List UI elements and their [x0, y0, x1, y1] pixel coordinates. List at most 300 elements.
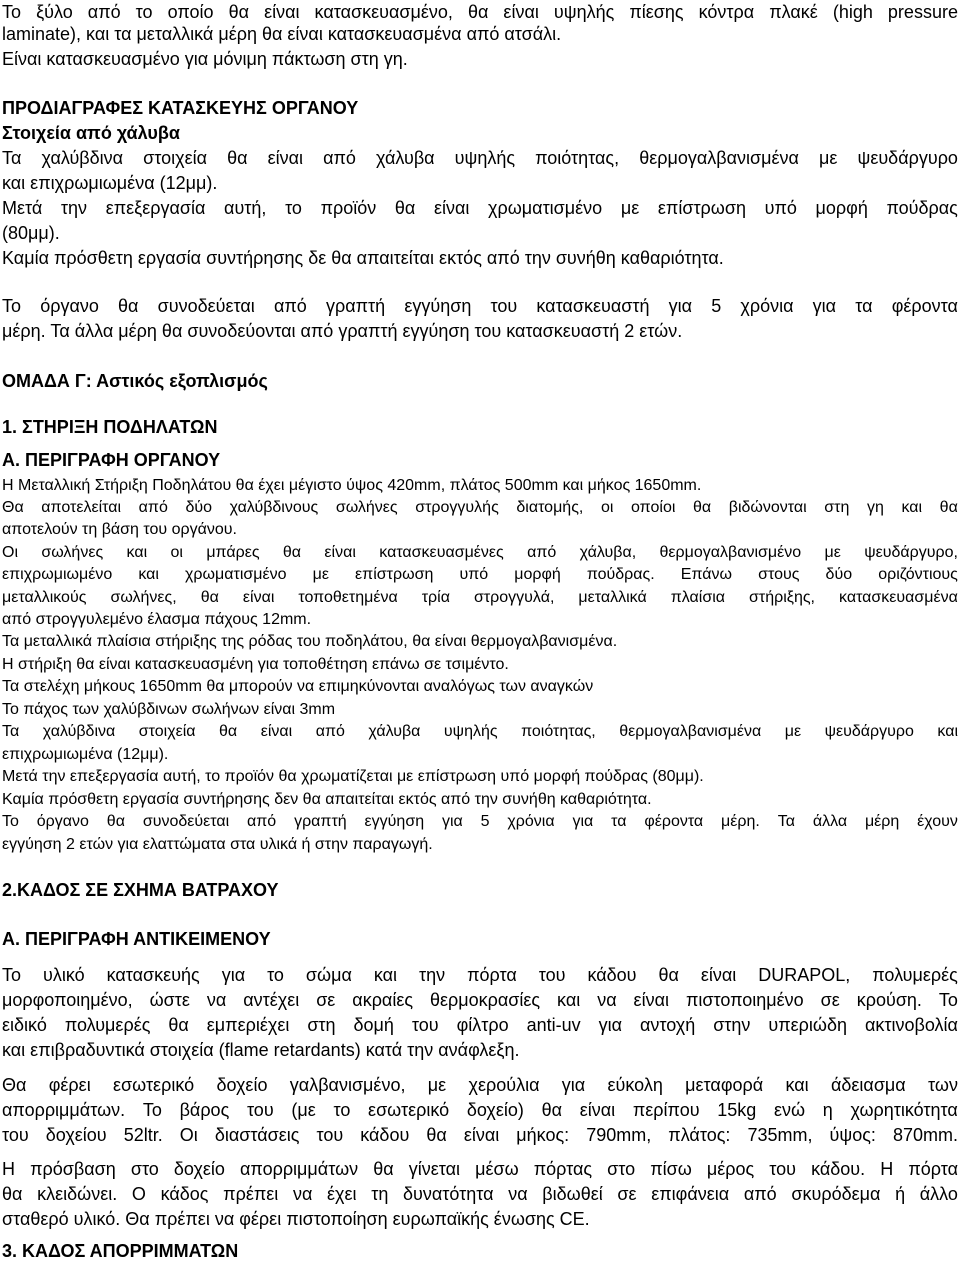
- paragraph-line: [2, 3, 958, 21]
- word: ψευδάργυρο: [824, 723, 914, 740]
- word: άλλα: [812, 813, 848, 830]
- word: φέρει: [48, 1075, 91, 1095]
- word: κλειδώνει.: [37, 1184, 118, 1204]
- paragraph-line: [2, 545, 958, 561]
- word: οριζόντιους: [878, 566, 958, 583]
- word: χρόνια: [507, 813, 555, 830]
- specs-heading: ΠΡΟΔΙΑΓΡΑΦΕΣ ΚΑΤΑΣΚΕΥΗΣ ΟΡΓΑΝΟΥ: [2, 98, 359, 118]
- word: χάλυβα,: [579, 544, 637, 561]
- word: είναι: [700, 965, 737, 985]
- word: και: [557, 990, 581, 1010]
- word: οι: [170, 544, 183, 561]
- word: επεξεργασία: [105, 198, 206, 218]
- word: γραπτή: [294, 813, 347, 830]
- word: γαλβανισμένο,: [289, 1075, 406, 1095]
- word: από: [743, 1184, 777, 1204]
- word: για: [561, 1075, 586, 1095]
- word: θα: [118, 296, 139, 316]
- word: στην: [713, 1015, 751, 1035]
- word: θα: [2, 1184, 23, 1204]
- paragraph-line: [2, 1101, 958, 1119]
- word: ακτινοβολία: [864, 1015, 958, 1035]
- word: μορφή: [514, 566, 561, 583]
- word: αυτή,: [224, 198, 267, 218]
- word: Τα: [2, 723, 20, 740]
- word: είναι: [267, 148, 304, 168]
- word: η: [822, 1100, 833, 1120]
- paragraph-line: Μετά την επεξεργασία αυτή, το προϊόν θα χρωματίζεται με επίστρωση υπό μορφή πούδρας (80μμ).: [2, 768, 704, 785]
- word: πολυμερές: [872, 965, 958, 985]
- word: μέρη.: [721, 813, 760, 830]
- word: από: [315, 723, 345, 740]
- word: είναι: [433, 198, 470, 218]
- word: αντοχή: [639, 1015, 696, 1035]
- word: θερμογαλβανισμένα: [639, 148, 799, 168]
- word: μεταφορά: [685, 1075, 764, 1095]
- word: θερμογαλβανισμένα: [619, 723, 762, 740]
- word: δοχείου: [45, 1125, 107, 1145]
- word: σε: [617, 1184, 637, 1204]
- word: όργανο: [36, 813, 89, 830]
- word: συνοδεύεται: [157, 296, 255, 316]
- paragraph-line: laminate), και τα μεταλλικά μέρη θα είναι κατασκευασμένα από ατσάλι.: [2, 24, 562, 44]
- paragraph-line: επιχρωμιωμένα (12μμ).: [2, 746, 169, 763]
- word: γίνεται: [408, 1159, 460, 1179]
- paragraph-line: Τα μεταλλικά πλαίσια στήριξης της ρόδας του ποδηλάτου, θα είναι θερμογαλβανισμένα.: [2, 633, 618, 650]
- word: υψηλής: [443, 723, 498, 740]
- word: Το: [2, 296, 22, 316]
- paragraph-line: [2, 991, 958, 1009]
- word: θερμογαλβανισμένο: [659, 544, 802, 561]
- paragraph-line: [2, 1126, 958, 1144]
- word: θα: [541, 1100, 563, 1120]
- word: κάδος: [160, 1184, 209, 1204]
- word: την: [60, 198, 88, 218]
- paragraph-line: [2, 1076, 958, 1094]
- paragraph-line: Καμία πρόσθετη εργασία συντήρησης δεν θα απαιτείται εκτός από την συνήθη καθαριότητα.: [2, 791, 652, 808]
- word: φέροντα: [644, 813, 704, 830]
- word: χερούλια: [468, 1075, 540, 1095]
- word: εύκολη: [607, 1075, 663, 1095]
- word: άλλο: [919, 1184, 958, 1204]
- word: θα: [658, 965, 679, 985]
- word: θα: [106, 813, 125, 830]
- word: διατομής,: [516, 499, 584, 516]
- word: πλάτος:: [668, 1125, 731, 1145]
- word: τοποθετημένα: [298, 589, 398, 606]
- word: χάλυβα: [376, 148, 435, 168]
- word: είναι: [633, 990, 669, 1010]
- paragraph-line: Η στήριξη θα είναι κατασκευασμένη για τοποθέτηση επάνω σε τσιμέντο.: [2, 656, 509, 673]
- word: και: [937, 723, 958, 740]
- word: θα: [394, 198, 416, 218]
- paragraph-line: [2, 814, 958, 830]
- word: επίστρωση: [657, 198, 746, 218]
- word: περίπου: [632, 1100, 700, 1120]
- word: χαλύβδινους: [229, 499, 319, 516]
- word: συνοδεύεται: [142, 813, 230, 830]
- word: απορριμμάτων.: [2, 1100, 126, 1120]
- paragraph-line: από στρογγυλεμένο έλασμα πάχους 12mm.: [2, 611, 312, 628]
- word: έχουν: [917, 813, 958, 830]
- word: την: [419, 965, 446, 985]
- word: από: [247, 813, 277, 830]
- word: επίστρωση: [355, 566, 434, 583]
- word: με: [312, 566, 329, 583]
- word: Θα: [2, 499, 24, 516]
- bike-stand-heading: 1. ΣΤΗΡΙΞΗ ΠΟΔΗΛΑΤΩΝ: [2, 417, 218, 437]
- word: για: [812, 296, 837, 316]
- word: το: [333, 1100, 351, 1120]
- word: (high: [832, 2, 873, 22]
- word: τη: [371, 1184, 389, 1204]
- word: τα: [855, 296, 873, 316]
- word: υπό: [459, 566, 489, 583]
- word: είναι: [503, 2, 539, 22]
- word: σωλήνες: [41, 544, 104, 561]
- word: Το: [2, 965, 22, 985]
- paragraph-line: (80μμ).: [2, 223, 60, 243]
- word: επιφάνεια: [651, 1184, 730, 1204]
- paragraph-line: [2, 590, 958, 606]
- paragraph-line: [2, 297, 958, 315]
- word: με: [427, 1075, 447, 1095]
- word: να: [508, 1184, 528, 1204]
- word: pressure: [887, 2, 958, 22]
- word: Οι: [2, 544, 18, 561]
- word: του: [316, 1125, 344, 1145]
- word: 52ltr.: [123, 1125, 163, 1145]
- word: ύψος:: [829, 1125, 876, 1145]
- word: για: [598, 1015, 622, 1035]
- paragraph-line: μέρη. Τα άλλα μέρη θα συνοδεύονται από γραπτή εγγύηση του κατασκευαστή 2 ετών.: [2, 321, 683, 341]
- word: φίλτρο: [456, 1015, 509, 1035]
- word: είναι: [242, 589, 275, 606]
- word: του: [411, 1015, 439, 1035]
- word: υλικό: [43, 965, 85, 985]
- frog-bin-heading: 2.ΚΑΔΟΣ ΣΕ ΣΧΗΜΑ ΒΑΤΡΑΧΟΥ: [2, 880, 279, 900]
- word: πίεσης: [629, 2, 684, 22]
- paragraph-line: [2, 567, 958, 583]
- word: προϊόν: [320, 198, 377, 218]
- paragraph-line: Τα στελέχη μήκους 1650mm θα μπορούν να επιμηκύνονται αναλόγως των αναγκών: [2, 678, 594, 695]
- word: του: [2, 1125, 29, 1145]
- word: πόρτα: [908, 1159, 958, 1179]
- frog-bin-description-heading: Α. ΠΕΡΙΓΡΑΦΗ ΑΝΤΙΚΕΙΜΕΝΟΥ: [2, 929, 271, 949]
- word: από: [323, 148, 356, 168]
- word: έχει: [327, 1184, 357, 1204]
- word: ειδικό: [2, 1015, 47, 1035]
- word: πρέπει: [223, 1184, 279, 1204]
- word: Τα: [2, 148, 22, 168]
- word: μπάρες: [206, 544, 260, 561]
- word: από: [138, 499, 168, 516]
- word: χαλύβδινα: [41, 148, 124, 168]
- word: για: [572, 813, 594, 830]
- word: θα: [373, 1159, 394, 1179]
- steel-subheading: Στοιχεία από χάλυβα: [2, 123, 180, 143]
- word: θα: [168, 1015, 189, 1035]
- word: 5: [480, 813, 490, 830]
- word: σκυρόδεμα: [791, 1184, 881, 1204]
- word: σωλήνες: [335, 499, 398, 516]
- word: δοχείο): [466, 1100, 524, 1120]
- word: στους: [758, 566, 800, 583]
- word: του: [538, 965, 566, 985]
- word: Η: [880, 1159, 894, 1179]
- word: υπό: [764, 198, 797, 218]
- word: μορφοποιημένο,: [2, 990, 133, 1010]
- word: πούδρας.: [586, 566, 655, 583]
- word: χωρητικότητα: [850, 1100, 958, 1120]
- paragraph-line: [2, 500, 958, 516]
- word: μεταλλικούς: [2, 589, 87, 606]
- word: πολυμερές: [64, 1015, 151, 1035]
- word: Οι: [179, 1125, 198, 1145]
- word: του: [769, 1159, 797, 1179]
- word: υψηλής: [553, 2, 615, 22]
- word: διαστάσεις: [214, 1125, 300, 1145]
- word: κρούση.: [856, 990, 922, 1010]
- word: Το: [2, 813, 19, 830]
- word: Το: [938, 990, 958, 1010]
- word: κάδου: [360, 1125, 410, 1145]
- word: κατασκευασμένο,: [314, 2, 453, 22]
- word: σε: [316, 990, 336, 1010]
- word: να: [597, 990, 617, 1010]
- word: θα: [219, 723, 238, 740]
- word: DURAPOL,: [758, 965, 851, 985]
- paragraph-line: [2, 149, 958, 167]
- word: πλακέ: [769, 2, 818, 22]
- word: χρωματισμένο: [185, 566, 287, 583]
- word: ακραίες: [352, 990, 414, 1010]
- word: Επάνω: [680, 566, 733, 583]
- word: σε: [820, 990, 840, 1010]
- word: οποίοι: [631, 499, 676, 516]
- word: για: [441, 813, 463, 830]
- word: χρόνια: [740, 296, 794, 316]
- paragraph-line: και επιβραδυντικά στοιχεία (flame retardants) κατά την ανάφλεξη.: [2, 1040, 520, 1060]
- word: μέρη: [864, 813, 900, 830]
- word: μεταλλικά: [578, 589, 647, 606]
- word: (με: [291, 1100, 316, 1120]
- paragraph-line: [2, 1160, 958, 1178]
- word: Το: [142, 1100, 162, 1120]
- word: τρία: [421, 589, 450, 606]
- word: anti-uv: [526, 1015, 581, 1035]
- word: υπεριώδη: [768, 1015, 847, 1035]
- paragraph-line: αποτελούν τη βάση του οργάνου.: [2, 521, 237, 538]
- word: πόρτα: [467, 965, 517, 985]
- word: 15kg: [717, 1100, 757, 1120]
- word: του: [490, 296, 518, 316]
- word: στη: [824, 499, 850, 516]
- word: δοχείο: [173, 1159, 225, 1179]
- word: πρόσβαση: [30, 1159, 116, 1179]
- word: εμπεριέχει: [206, 1015, 290, 1035]
- word: υψηλής: [454, 148, 516, 168]
- word: για: [668, 296, 693, 316]
- word: από: [273, 296, 307, 316]
- word: θα: [282, 544, 302, 561]
- word: είναι: [264, 2, 300, 22]
- word: αντέχει: [243, 990, 300, 1010]
- word: του: [246, 1100, 274, 1120]
- word: στο: [130, 1159, 159, 1179]
- word: γραπτή: [325, 296, 386, 316]
- word: πιστοποιημένο: [685, 990, 804, 1010]
- word: Τα: [777, 813, 795, 830]
- word: γη: [866, 499, 884, 516]
- word: θα: [939, 499, 958, 516]
- word: στρογγυλής: [415, 499, 499, 516]
- paragraph-line: [2, 199, 958, 217]
- paragraph-line: Είναι κατασκευασμένο για μόνιμη πάκτωση στη γη.: [2, 49, 408, 69]
- word: δομή: [353, 1015, 394, 1035]
- word: θα: [467, 2, 489, 22]
- word: θα: [200, 589, 219, 606]
- paragraph-line: [2, 724, 958, 740]
- word: αποτελείται: [41, 499, 122, 516]
- word: και: [373, 965, 398, 985]
- paragraph-line: Η Μεταλλική Στήριξη Ποδηλάτου θα έχει μέγιστο ύψος 420mm, πλάτος 500mm και μήκος 1650mm.: [2, 477, 702, 494]
- word: κάδου: [587, 965, 637, 985]
- word: μορφή: [815, 198, 868, 218]
- word: στρογγυλά,: [473, 589, 555, 606]
- word: άδειασμα: [830, 1075, 906, 1095]
- word: βιδωθεί: [542, 1184, 603, 1204]
- word: κόντρα: [698, 2, 755, 22]
- word: και: [126, 544, 148, 561]
- word: φέροντα: [891, 296, 958, 316]
- word: από: [527, 544, 557, 561]
- word: εσωτερικό: [368, 1100, 450, 1120]
- word: είναι: [463, 1125, 500, 1145]
- word: ποιότητας,: [535, 148, 620, 168]
- word: θα: [227, 148, 248, 168]
- word: ώστε: [149, 990, 190, 1010]
- word: χρωματισμένο: [488, 198, 603, 218]
- word: 735mm,: [747, 1125, 813, 1145]
- word: των: [928, 1075, 958, 1095]
- word: πίσω: [650, 1159, 692, 1179]
- paragraph-line: εγγύηση 2 ετών για ελαττώματα στα υλικά ή στην παραγωγή.: [2, 836, 433, 853]
- word: θερμοκρασίες: [429, 990, 541, 1010]
- word: κατασκευής: [106, 965, 200, 985]
- bike-stand-description-heading: Α. ΠΕΡΙΓΡΑΦΗ ΟΡΓΑΝΟΥ: [2, 450, 221, 470]
- paragraph-line: [2, 966, 958, 984]
- word: πόρτας: [533, 1159, 593, 1179]
- word: και: [901, 499, 923, 516]
- word: βάρος: [179, 1100, 230, 1120]
- paragraph-line: Καμία πρόσθετη εργασία συντήρησης δε θα απαιτείται εκτός από την συνήθη καθαριότητα.: [2, 248, 724, 268]
- paragraph-line: και επιχρωμιωμένα (12μμ).: [2, 173, 218, 193]
- word: Ο: [131, 1184, 146, 1204]
- word: από: [87, 2, 121, 22]
- word: ψευδάργυρο,: [864, 544, 958, 561]
- word: χαλύβδινα: [42, 723, 116, 740]
- word: με: [620, 198, 640, 218]
- paragraph-line: Το πάχος των χαλύβδινων σωλήνων είναι 3mm: [2, 701, 336, 718]
- word: δυνατότητα: [403, 1184, 494, 1204]
- word: με: [819, 148, 838, 168]
- word: Θα: [2, 1075, 27, 1095]
- word: μέσω: [475, 1159, 519, 1179]
- word: πούδρας: [886, 198, 958, 218]
- word: και: [785, 1075, 809, 1095]
- word: είναι: [579, 1100, 616, 1120]
- word: μήκος:: [516, 1125, 570, 1145]
- word: θα: [228, 2, 250, 22]
- word: σωλήνες,: [110, 589, 177, 606]
- paragraph-line: σταθερό υλικό. Θα πρέπει να φέρει πιστοποίηση ευρωπαϊκής ένωσης CE.: [2, 1209, 590, 1229]
- word: με: [824, 544, 841, 561]
- word: κάδου.: [811, 1159, 866, 1179]
- word: τα: [611, 813, 627, 830]
- word: το: [285, 198, 302, 218]
- word: κατασκευασμένα: [839, 589, 958, 606]
- word: ξύλο: [36, 2, 73, 22]
- word: ψευδάργυρο: [857, 148, 958, 168]
- word: βιδώνονται: [728, 499, 807, 516]
- word: το: [135, 2, 153, 22]
- group-heading: ΟΜΑΔΑ Γ: Αστικός εξοπλισμός: [2, 371, 268, 391]
- word: Το: [2, 2, 22, 22]
- word: στοιχεία: [143, 148, 208, 168]
- word: κατασκευαστή: [536, 296, 650, 316]
- word: σώμα: [305, 965, 352, 985]
- word: εσωτερικό: [113, 1075, 195, 1095]
- word: δύο: [185, 499, 213, 516]
- word: εγγύηση: [364, 813, 425, 830]
- word: Η: [2, 1159, 15, 1179]
- word: θα: [692, 499, 712, 516]
- word: να: [206, 990, 227, 1010]
- word: και: [138, 566, 159, 583]
- word: όργανο: [40, 296, 99, 316]
- word: μέρος: [706, 1159, 755, 1179]
- word: με: [784, 723, 802, 740]
- word: δύο: [825, 566, 853, 583]
- word: στοιχεία: [138, 723, 196, 740]
- word: το: [267, 965, 284, 985]
- word: δοχείο: [216, 1075, 268, 1095]
- word: 870mm.: [892, 1125, 958, 1145]
- word: να: [292, 1184, 313, 1204]
- word: Μετά: [2, 198, 43, 218]
- word: στο: [607, 1159, 636, 1179]
- word: οποίο: [167, 2, 214, 22]
- word: στήριξης,: [749, 589, 815, 606]
- word: ποιότητας,: [521, 723, 596, 740]
- word: στη: [307, 1015, 336, 1035]
- word: για: [221, 965, 246, 985]
- waste-bin-heading: 3. ΚΑΔΟΣ ΑΠΟΡΡΙΜΜΑΤΩΝ: [2, 1241, 239, 1261]
- word: επιχρωμιωμένο: [2, 566, 113, 583]
- word: οι: [600, 499, 614, 516]
- word: χάλυβα: [368, 723, 421, 740]
- word: 790mm,: [586, 1125, 652, 1145]
- word: ή: [895, 1184, 906, 1204]
- word: είναι: [324, 544, 356, 561]
- word: κατασκευασμένες: [379, 544, 504, 561]
- paragraph-line: [2, 1016, 958, 1034]
- word: είναι: [260, 723, 293, 740]
- paragraph-line: [2, 1185, 958, 1203]
- word: εγγύηση: [404, 296, 472, 316]
- word: πλαίσια: [670, 589, 726, 606]
